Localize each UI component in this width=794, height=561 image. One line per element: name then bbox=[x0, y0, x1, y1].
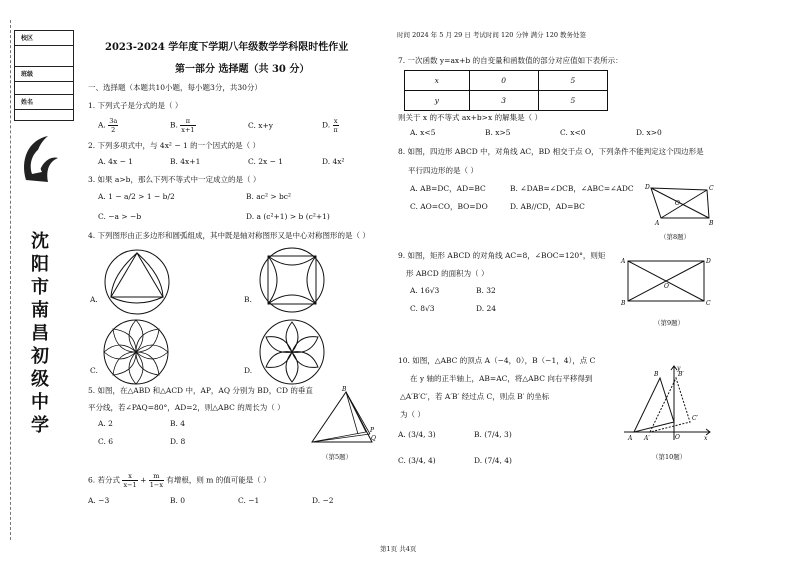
q5-line1: 5. 如图，在△ABD 和△ACD 中，AP，AQ 分别为 BD，CD 的垂直 bbox=[88, 386, 313, 395]
q10-figure bbox=[620, 362, 712, 442]
svg-text:P: P bbox=[370, 427, 375, 434]
q5-option-d: D. 8 bbox=[170, 437, 186, 446]
q10-line3: △A′B′C′，若 A′B′ 经过点 C，则点 B′ 的坐标 bbox=[400, 392, 550, 401]
q10-option-d: D. (7/4, 4) bbox=[474, 456, 512, 465]
svg-text:B′: B′ bbox=[678, 371, 684, 378]
grade-row bbox=[15, 67, 73, 82]
q9-line2: 形 ABCD 的面积为（ ） bbox=[406, 269, 489, 278]
q1-option-b: B. $\frac{\pi}{x+1}$ bbox=[170, 117, 195, 134]
q7-cell: 5 bbox=[538, 91, 607, 111]
name-label: 姓名 bbox=[21, 99, 34, 106]
svg-text:O: O bbox=[664, 283, 669, 290]
svg-text:B: B bbox=[342, 386, 347, 393]
q3-option-c: C. −a > −b bbox=[98, 212, 142, 221]
q4-figure-c bbox=[100, 316, 172, 388]
q9-caption: （第9题） bbox=[654, 319, 685, 327]
svg-text:x: x bbox=[704, 435, 708, 442]
student-info-box bbox=[14, 30, 74, 121]
q4-figure-a bbox=[100, 245, 174, 315]
q7-cell: 5 bbox=[538, 71, 607, 91]
q10-option-a: A. (3/4, 3) bbox=[398, 430, 436, 439]
q10-caption: （第10题） bbox=[652, 453, 687, 461]
q3-option-b: B. ac² > bc² bbox=[246, 192, 292, 201]
q9-option-c: C. 8√3 bbox=[410, 304, 435, 313]
svg-text:B: B bbox=[621, 300, 626, 307]
q7-line2: 则关于 x 的不等式 ax+b>x 的解集是（ ） bbox=[398, 113, 542, 122]
q6-stem: 6. 若分式 $\frac{x}{x-1}$ + $\frac{m}{1-x}$ 有增根，则 m 的值可能是（ ） bbox=[88, 472, 271, 489]
q8-line1: 8. 如图，四边形 ABCD 中，对角线 AC，BD 相交于点 O，下列条件不能判定这个四边形是 bbox=[398, 147, 704, 156]
q3-option-a: A. 1 − a/2 > 1 − b/2 bbox=[98, 192, 175, 201]
svg-text:A: A bbox=[655, 220, 660, 226]
q2-option-c: C. 2x − 1 bbox=[248, 157, 284, 166]
q7-cell: 0 bbox=[469, 71, 538, 91]
q5-option-b: B. 4 bbox=[170, 419, 186, 428]
q5-option-a: A. 2 bbox=[98, 419, 113, 428]
q10-line4: 为（ ） bbox=[400, 410, 425, 419]
class-row bbox=[15, 31, 73, 46]
q8-option-c: C. AO=CO，BO=DO bbox=[410, 202, 488, 211]
exam-title: 2023-2024 学年度下学期八年级数学学科限时性作业 bbox=[105, 42, 349, 53]
blank-row bbox=[15, 46, 73, 67]
svg-text:A: A bbox=[621, 258, 626, 265]
q6-option-c: C. −1 bbox=[238, 496, 260, 505]
school-name: 沈阳市南昌初级中学 bbox=[31, 231, 49, 436]
q8-caption: （第8题） bbox=[660, 233, 691, 241]
q10-option-b: B. (7/4, 3) bbox=[474, 430, 512, 439]
q7-row-x bbox=[405, 71, 608, 91]
svg-text:O: O bbox=[675, 200, 680, 207]
blank-row bbox=[15, 82, 73, 95]
q8-option-b: B. ∠DAB=∠DCB，∠ABC=∠ADC bbox=[510, 184, 634, 193]
q7-stem: 7. 一次函数 y=ax+b 的自变量和函数值的部分对应值如下表所示： bbox=[398, 56, 623, 65]
q10-line1: 10. 如图，△ABC 的顶点 A（−4，0），B（−1，4），点 C bbox=[398, 356, 596, 365]
q6-option-a: A. −3 bbox=[88, 496, 110, 505]
binding-sidebar bbox=[0, 0, 72, 561]
part1-title: 第一部分 选择题（共 30 分） bbox=[175, 64, 310, 75]
q4-figure-d bbox=[256, 316, 328, 388]
q4-option-c: C. bbox=[90, 366, 98, 375]
q1-stem: 1. 下列式子是分式的是（ ） bbox=[88, 101, 183, 110]
svg-text:Q: Q bbox=[371, 435, 376, 442]
q2-option-b: B. 4x+1 bbox=[170, 157, 201, 166]
class-label: 校区 bbox=[21, 35, 34, 42]
q5-line2: 平分线，若∠PAQ=80°，AD=2，则△ABC 的周长为（ ） bbox=[88, 403, 285, 412]
svg-text:A: A bbox=[628, 435, 633, 442]
q5-figure bbox=[308, 384, 380, 448]
q9-option-a: A. 16√3 bbox=[410, 286, 440, 295]
q10-option-c: C. (3/4, 4) bbox=[398, 456, 436, 465]
q7-table bbox=[404, 70, 608, 111]
page-number: 第1页 共4页 bbox=[380, 545, 417, 553]
svg-text:B: B bbox=[709, 220, 714, 226]
q10-line2: 在 y 轴的正半轴上，AB=AC，将△ABC 向右平移得到 bbox=[410, 374, 593, 383]
q1-option-a: A. $\frac{3a}{2}$ bbox=[98, 117, 118, 134]
q3-stem: 3. 如果 a>b，那么下列不等式中一定成立的是（ ） bbox=[88, 175, 261, 184]
q4-figure-b bbox=[256, 244, 328, 316]
school-logo-icon bbox=[18, 130, 62, 190]
q7-cell: y bbox=[405, 91, 470, 111]
q6-option-d: D. −2 bbox=[312, 496, 334, 505]
svg-text:C: C bbox=[706, 300, 711, 307]
svg-text:A′: A′ bbox=[644, 435, 650, 442]
q8-figure bbox=[645, 180, 715, 226]
q8-option-a: A. AB=DC，AD=BC bbox=[410, 184, 486, 193]
q7-cell: x bbox=[405, 71, 470, 91]
q7-option-c: C. x<0 bbox=[560, 128, 586, 137]
q5-caption: （第5题） bbox=[322, 453, 353, 461]
svg-text:B: B bbox=[654, 371, 659, 378]
q4-option-a: A. bbox=[90, 295, 98, 304]
blank-row bbox=[15, 110, 73, 120]
q2-option-d: D. 4x² bbox=[322, 157, 345, 166]
svg-text:C′: C′ bbox=[692, 415, 698, 422]
q9-option-b: B. 32 bbox=[476, 286, 496, 295]
q4-option-b: B. bbox=[244, 295, 252, 304]
svg-text:D: D bbox=[706, 258, 711, 265]
q7-option-a: A. x<5 bbox=[410, 128, 436, 137]
exam-meta: 时间 2024 年 5 月 29 日 考试时间 120 分钟 满分 120 教务处签 bbox=[397, 31, 587, 39]
binding-line bbox=[10, 20, 11, 540]
svg-text:D: D bbox=[645, 184, 650, 191]
svg-text:C: C bbox=[709, 185, 714, 192]
q2-option-a: A. 4x − 1 bbox=[98, 157, 134, 166]
q8-option-d: D. AB//CD，AD=BC bbox=[510, 202, 585, 211]
q9-line1: 9. 如图，矩形 ABCD 的对角线 AC=8，∠BOC=120°，则矩 bbox=[398, 251, 606, 260]
q1-option-c: C. x+y bbox=[248, 121, 273, 130]
q4-stem: 4. 下列图形由正多边形和圆弧组成，其中既是轴对称图形又是中心对称图形的是（ ） bbox=[88, 231, 370, 240]
grade-label: 班级 bbox=[21, 71, 34, 78]
q7-cell: 3 bbox=[469, 91, 538, 111]
q6-option-b: B. 0 bbox=[170, 496, 186, 505]
q5-option-c: C. 6 bbox=[98, 437, 114, 446]
q1-option-d: D. $\frac{x}{\pi}$ bbox=[322, 117, 338, 134]
q8-line2: 平行四边形的是（ ） bbox=[408, 166, 478, 175]
q7-option-b: B. x>5 bbox=[485, 128, 511, 137]
name-row bbox=[15, 95, 73, 110]
svg-text:y: y bbox=[677, 365, 681, 372]
q3-option-d: D. a (c²+1) > b (c²+1) bbox=[246, 212, 330, 221]
q7-row-y bbox=[405, 91, 608, 111]
q9-option-d: D. 24 bbox=[476, 304, 497, 313]
q7-option-d: D. x>0 bbox=[636, 128, 662, 137]
q9-figure bbox=[620, 255, 712, 307]
svg-text:O: O bbox=[675, 434, 680, 441]
q2-stem: 2. 下列多项式中，与 4x² − 1 的一个因式的是（ ） bbox=[88, 141, 261, 150]
q4-option-d: D. bbox=[244, 366, 253, 375]
part1-instruction: 一、选择题（本题共10小题，每小题3分，共30分） bbox=[88, 83, 262, 92]
